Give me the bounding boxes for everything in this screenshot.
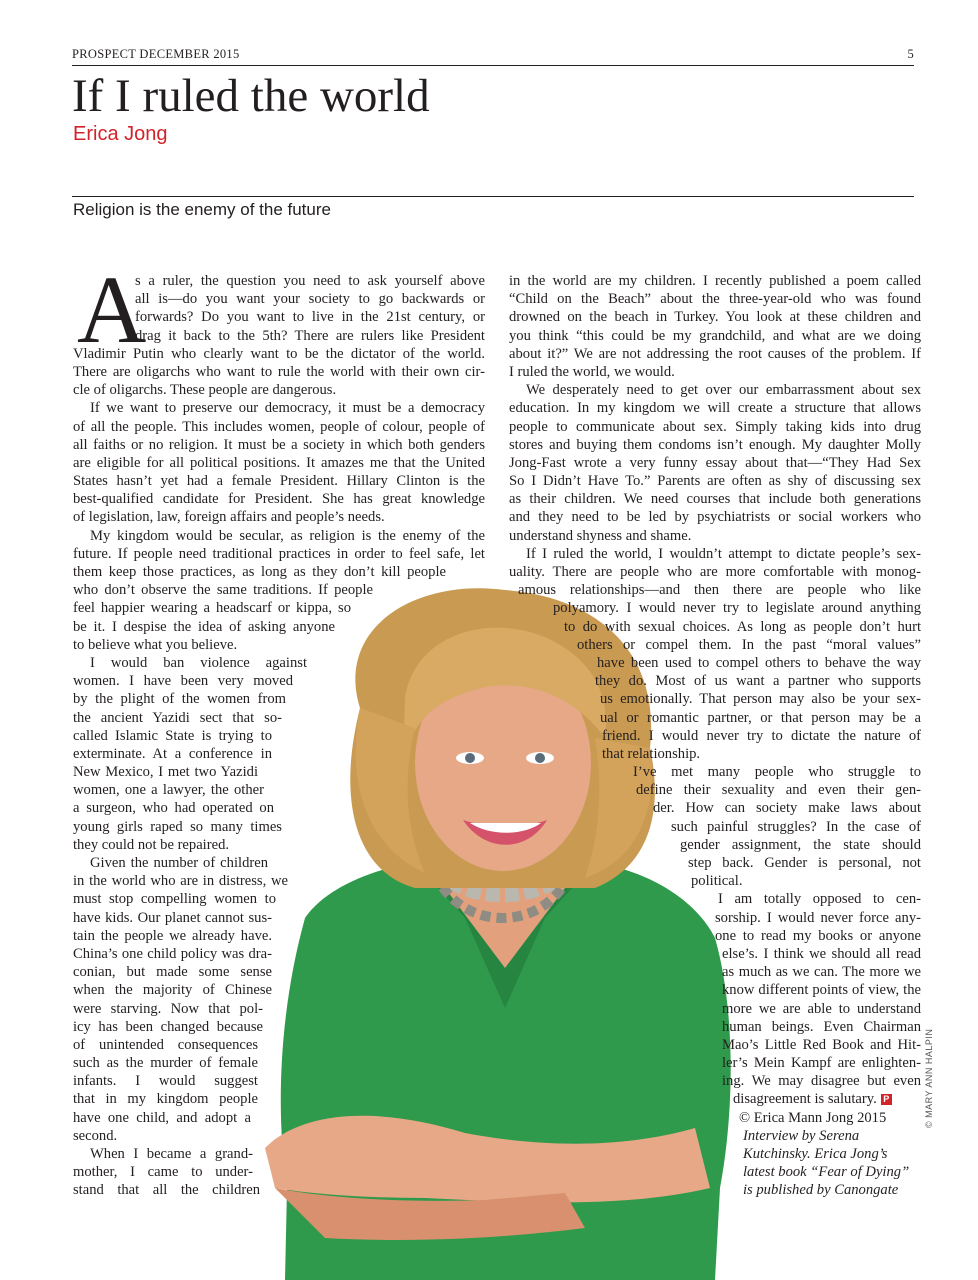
text-line: that in my kingdom people	[73, 1091, 258, 1108]
byline-line: Interview by Serena	[743, 1127, 860, 1144]
text-line: political.	[691, 873, 743, 890]
text-line: must stop compelling women to	[73, 891, 276, 908]
text-line: I am totally opposed to cen-	[718, 891, 921, 908]
left-column	[73, 272, 485, 1200]
publication-label: PROSPECT DECEMBER 2015	[72, 47, 240, 61]
text-line: I ruled the world, we would.	[509, 363, 675, 380]
text-line: stand that all the children	[73, 1182, 260, 1199]
text-line: them keep those practices, as long as they don’t kill people	[73, 564, 446, 580]
text-line: drag it back to the 5th? There are rulers like President	[135, 327, 485, 344]
text-line: States hasn’t yet had a female President. Hillary Clinton is the	[73, 473, 485, 490]
drop-cap: A	[77, 256, 147, 363]
text-line: you think “this could be my grandchild, and what are we doing	[509, 327, 921, 344]
text-line: My kingdom would be secular, as religion is the enemy of the	[90, 527, 485, 544]
right-column	[509, 272, 921, 1200]
text-line: a surgeon, who had operated on	[73, 800, 274, 817]
text-line: education. In my kingdom we will create a structure that allows	[509, 400, 921, 417]
byline-line: is published by Canongate	[743, 1182, 899, 1199]
text-line: as their children. We need courses that include both generations	[509, 491, 921, 508]
text-line: know different points of view, the	[722, 982, 921, 999]
text-line: icy has been changed because	[73, 1018, 263, 1035]
text-line: about it?” We are not addressing the root causes of the problem. If	[509, 345, 921, 362]
text-line: in the world are my children. I recently published a poem called	[509, 273, 921, 289]
text-line: others or compel them. In the past “moral values”	[577, 636, 921, 653]
text-line: second.	[73, 1127, 118, 1144]
text-line: China’s one child policy was dra-	[73, 945, 272, 962]
text-line: future. If people need traditional practices in order to feel safe, let	[73, 545, 485, 562]
text-line: drowned on the beach in Turkey. You look at these children and	[509, 309, 921, 326]
text-line: people to communicate about sex. Simply taking kids into drug	[509, 418, 921, 435]
text-line: women, one a lawyer, the other	[73, 782, 264, 799]
text-line: and they need to be led by psychiatrists or social workers who	[509, 509, 921, 526]
text-line: have kids. Our planet cannot sus-	[73, 909, 272, 926]
text-line: So I Didn’t Have To.” Parents are often as shy of discussing sex	[509, 473, 921, 490]
text-line: when the majority of Chinese	[73, 982, 272, 999]
text-line: define their sexuality and even their gen-	[636, 782, 921, 799]
text-line: best-qualified candidate for President. She has great knowledge	[73, 491, 485, 508]
text-line: ler’s Mein Kampf are enlighten-	[722, 1055, 921, 1072]
text-line: uality. There are people who are more comfortable with monog-	[509, 564, 921, 580]
text-line: they do. Most of us want a partner who supports	[595, 673, 921, 690]
text-line: Vladimir Putin who clearly want to be the dictator of the world.	[73, 345, 485, 362]
text-line: ing. We may disagree but even	[722, 1073, 921, 1090]
text-line: If I ruled the world, I wouldn’t attempt to dictate people’s sex-	[526, 545, 921, 562]
text-line	[733, 1090, 921, 1108]
page-number: 5	[907, 47, 914, 61]
text-line: I’ve met many people who struggle to	[633, 764, 921, 781]
text-line: der. How can society make laws about	[653, 800, 921, 817]
text-line: Jong-Fast wrote a very funny essay about that—“They Had Sex	[509, 454, 921, 471]
text-line: understand shyness and shame.	[509, 527, 692, 544]
text-line: called Islamic State is trying to	[73, 727, 272, 744]
text-line: infants. I would suggest	[73, 1073, 258, 1090]
text-line: s a ruler, the question you need to ask yourself above	[135, 273, 485, 289]
running-header	[72, 45, 914, 66]
text-line: were starving. Now that pol-	[73, 1000, 263, 1017]
text-line: one to read my books or anyone	[715, 927, 921, 944]
text-line: polyamory. I would never try to legislate around anything	[553, 600, 921, 617]
text-line: the ancient Yazidi sect that so-	[73, 709, 282, 726]
text-line: that relationship.	[602, 745, 701, 762]
author-name: Erica Jong	[73, 123, 168, 145]
text-line: Mao’s Little Red Book and Hit-	[722, 1036, 921, 1053]
text-line: all faiths or no religion. It must be a society in which both genders	[73, 436, 485, 453]
text-line: cle of oligarchs. These people are dangerous.	[73, 382, 337, 399]
text-line: New Mexico, I met two Yazidi	[73, 764, 258, 781]
text-line: to believe what you believe.	[73, 636, 238, 653]
text-line: in the world who are in distress, we	[73, 873, 288, 890]
text-line: more we are able to understand	[722, 1000, 921, 1017]
byline-line: latest book “Fear of Dying”	[743, 1164, 910, 1181]
text-line: If we want to preserve our democracy, it must be a democracy	[90, 400, 485, 417]
text-line: they could not be repaired.	[73, 836, 230, 853]
text-line: such painful struggles? In the case of	[671, 818, 921, 835]
text-line: gender assignment, the state should	[680, 836, 921, 853]
text-line: have been used to compel others to behave the way	[597, 654, 921, 671]
text-line: of unintended consequences	[73, 1036, 258, 1053]
text-line: are eligible for all political positions. It amazes me that the United	[73, 454, 485, 471]
text-line: such as the murder of female	[73, 1055, 258, 1072]
text-line: to do with sexual choices. As long as people don’t hurt	[564, 618, 921, 635]
text-line: feel happier wearing a headscarf or kippa, so	[73, 600, 351, 617]
divider	[72, 196, 914, 197]
text-line: step back. Gender is personal, not	[688, 855, 921, 871]
text-line: Given the number of children	[90, 855, 268, 871]
text-line: When I became a grand-	[90, 1146, 253, 1162]
text-line: of legislation, law, foreign affairs and people’s needs.	[73, 509, 385, 526]
text-line: women. I have been very moved	[73, 673, 293, 690]
text-line: ual or romantic partner, or that person may be a	[600, 709, 921, 726]
text-line: human beings. Even Chairman	[722, 1018, 921, 1035]
text-line: “Child on the Beach” about the three-year-old who was found	[509, 291, 921, 308]
closing-line: disagreement is salutary.	[733, 1091, 877, 1108]
text-line: There are oligarchs who want to rule the world with their own cir-	[73, 363, 485, 380]
photo-credit: © MARY ANN HALPIN	[924, 1028, 934, 1128]
text-line: us emotionally. That person may also be your sex-	[600, 691, 921, 708]
copyright-line: © Erica Mann Jong 2015	[739, 1109, 887, 1126]
text-line: sorship. I would never force any-	[715, 909, 921, 926]
end-mark: P	[881, 1094, 892, 1105]
text-line: exterminate. At a conference in	[73, 745, 272, 762]
text-line: tain the people we already have.	[73, 927, 272, 944]
text-line: be it. I despise the idea of asking anyone	[73, 618, 335, 635]
text-line: forwards? Do you want to live in the 21st century, or	[135, 309, 485, 326]
standfirst: Religion is the enemy of the future	[73, 200, 331, 219]
text-line: of all the people. This includes women, people of colour, people of	[73, 418, 485, 435]
text-line: conian, but made some sense	[73, 964, 272, 981]
text-line: amous relationships—and then there are people who like	[518, 582, 921, 599]
text-line: friend. I would never try to dictate the nature of	[602, 727, 921, 744]
text-line: all is—do you want your society to go backwards or	[135, 291, 485, 308]
text-line: stores and buying them condoms isn’t enough. My daughter Molly	[509, 436, 921, 453]
text-line: who don’t observe the same traditions. If people	[73, 582, 373, 599]
text-line: I would ban violence against	[90, 654, 307, 671]
text-line: mother, I came to under-	[73, 1164, 253, 1181]
text-line: as much as we can. The more we	[722, 964, 921, 981]
text-line: by the plight of the women from	[73, 691, 286, 708]
text-line: We desperately need to get over our embarrassment about sex	[526, 382, 921, 399]
byline-line: Kutchinsky. Erica Jong’s	[743, 1146, 888, 1162]
article-title: If I ruled the world	[72, 70, 430, 122]
text-line: young girls raped so many times	[73, 818, 282, 835]
text-line: have one child, and adopt a	[73, 1109, 251, 1126]
text-line: else’s. I think we should all read	[722, 945, 921, 962]
